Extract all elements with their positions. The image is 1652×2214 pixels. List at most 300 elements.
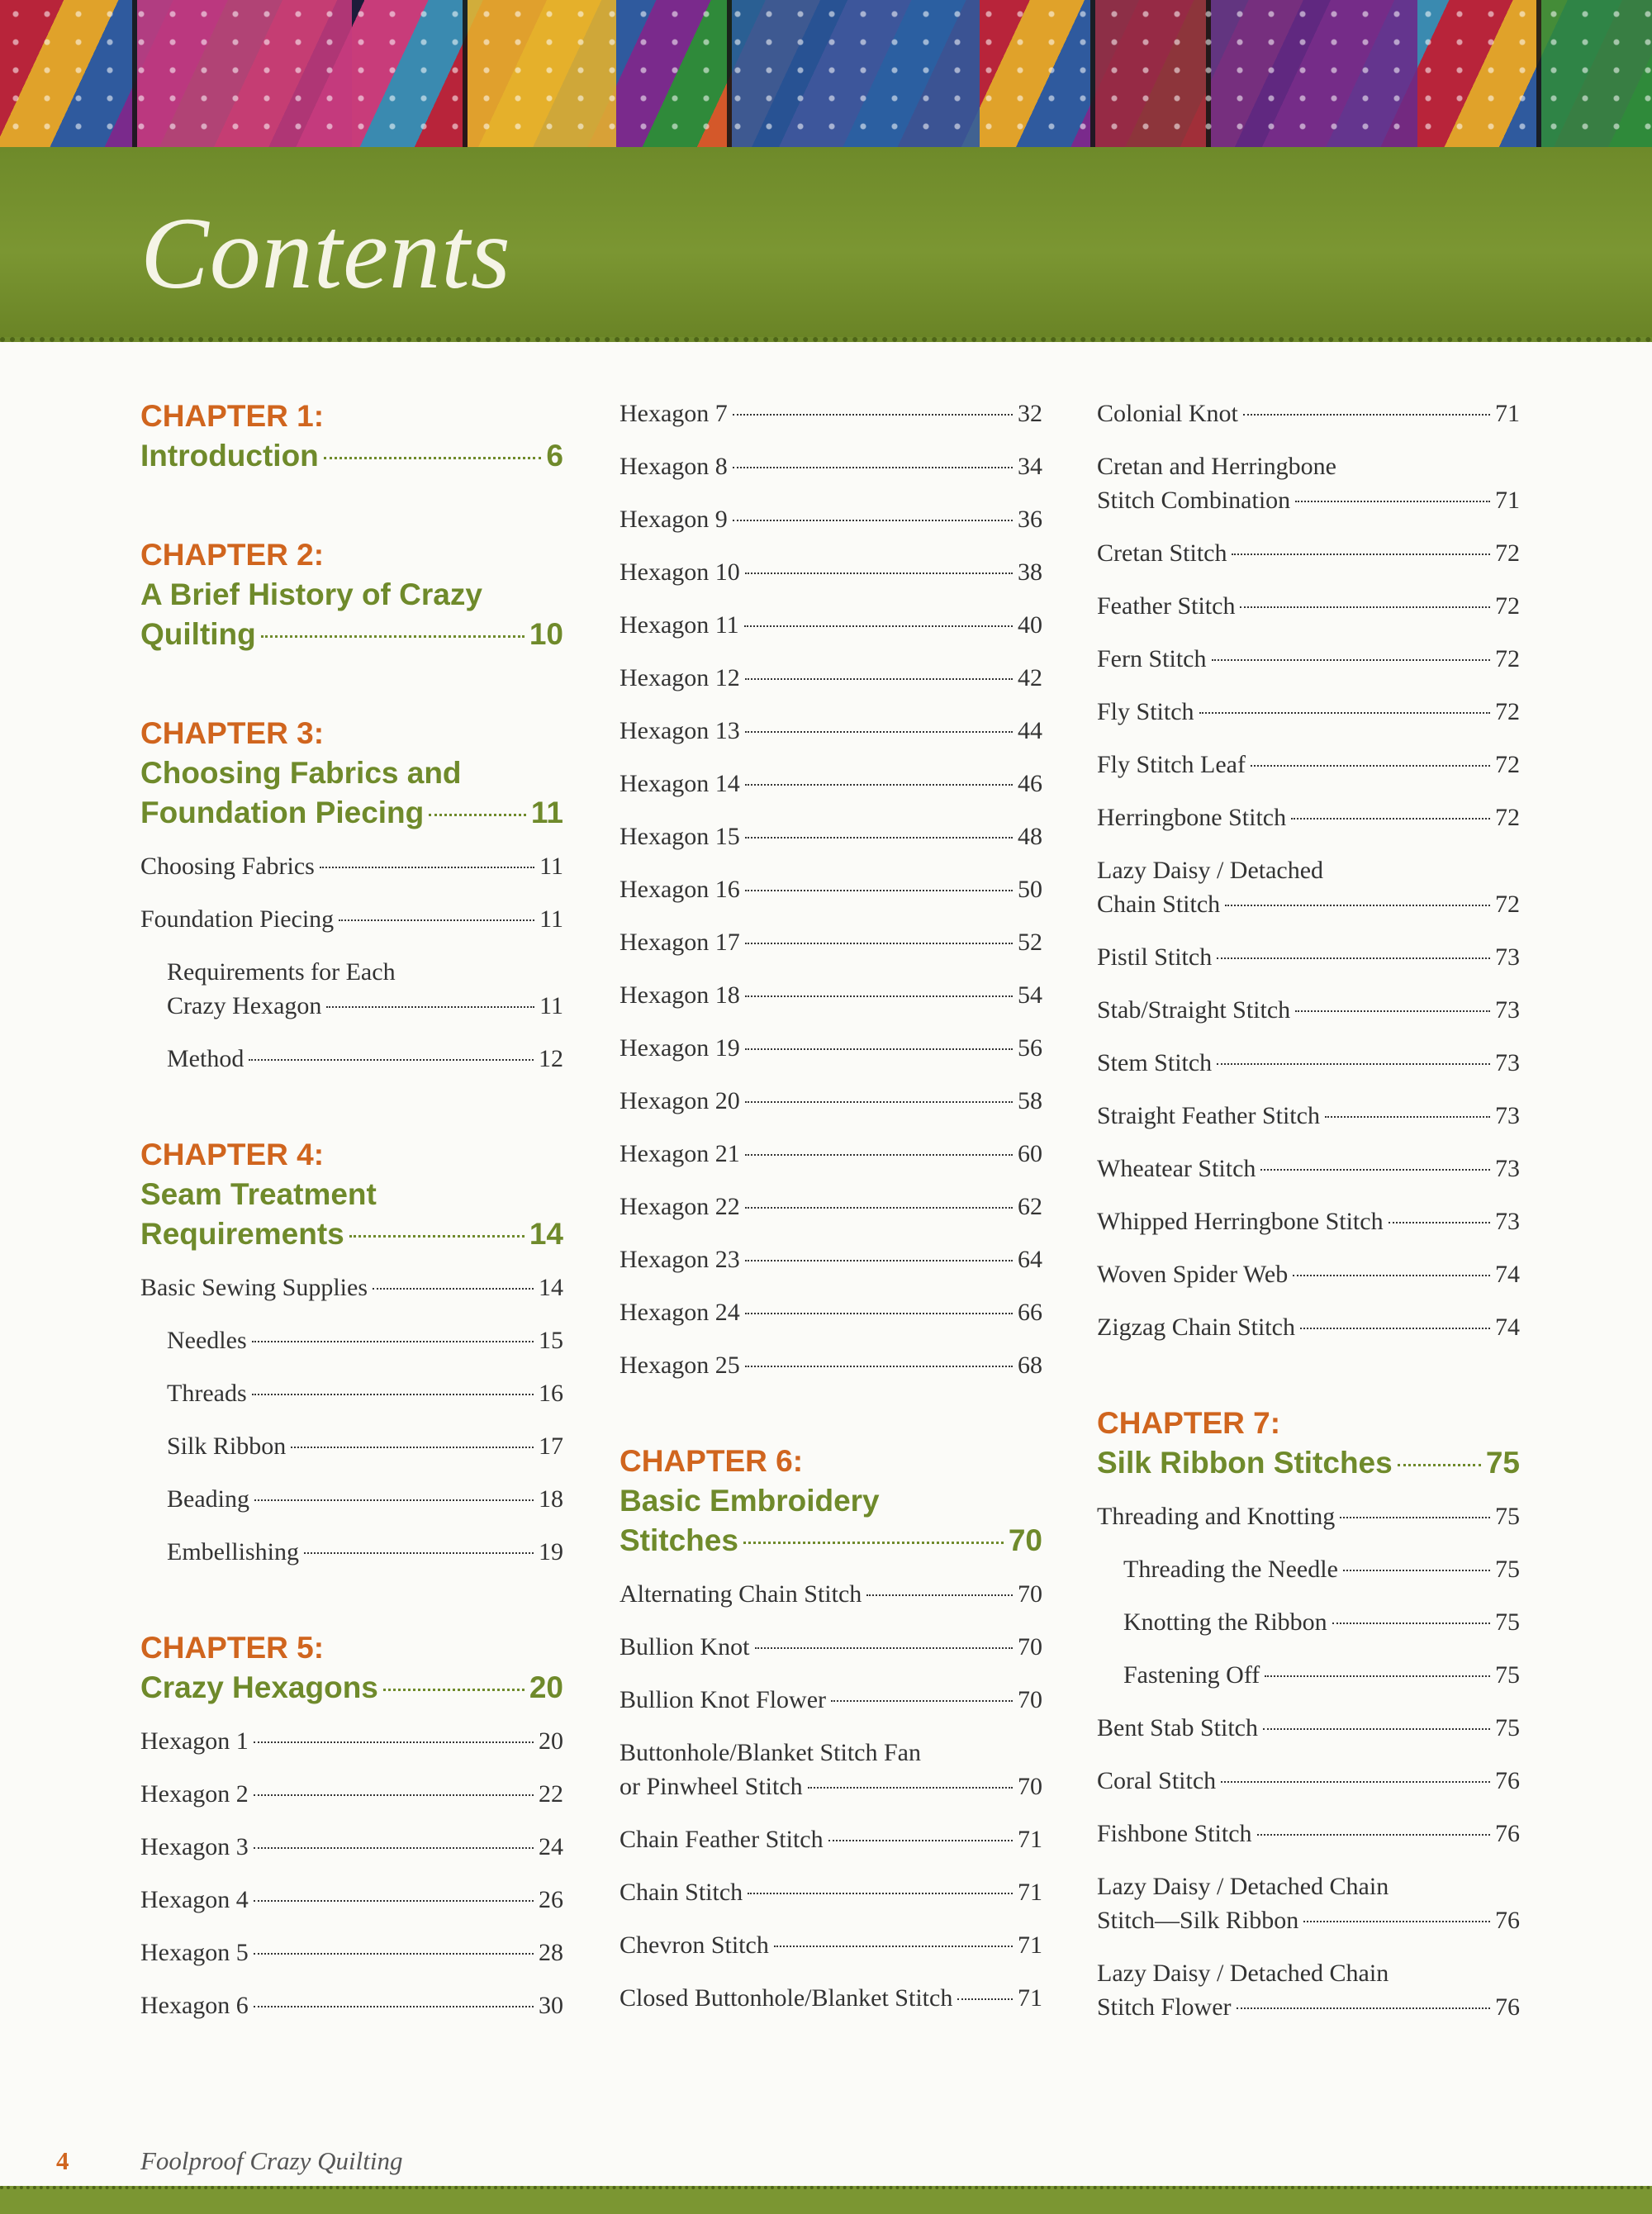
dot-leader — [745, 1207, 1013, 1209]
entry-text: Chain Feather Stitch — [620, 1826, 824, 1853]
chapter-block — [140, 397, 563, 476]
entry-line — [1097, 449, 1520, 483]
page-ref: 75 — [1485, 1446, 1520, 1480]
dot-leader — [1240, 606, 1490, 608]
entry-line — [140, 1271, 563, 1304]
dot-leader — [866, 1594, 1013, 1596]
toc-entry[interactable] — [140, 955, 563, 1023]
page-ref: 72 — [1495, 539, 1520, 567]
entry-line — [620, 661, 1042, 695]
toc-entry[interactable] — [620, 714, 1042, 748]
entry-line — [620, 449, 1042, 483]
entry-line — [167, 1042, 563, 1076]
entry-line — [1097, 1764, 1520, 1798]
dot-leader — [745, 943, 1013, 944]
entry-text: Fastening Off — [1123, 1661, 1260, 1689]
entry-text: Hexagon 1 — [140, 1727, 249, 1755]
entry-line — [620, 1137, 1042, 1171]
toc-entry[interactable] — [1097, 1870, 1520, 1937]
toc-entry[interactable] — [1097, 993, 1520, 1027]
quilt-banner-image — [0, 0, 1652, 147]
toc-entry[interactable] — [1097, 1046, 1520, 1080]
page-ref: 14 — [529, 1217, 563, 1251]
toc-entry[interactable] — [1097, 801, 1520, 834]
entry-text: Hexagon 14 — [620, 770, 740, 797]
entry-text: Zigzag Chain Stitch — [1097, 1314, 1295, 1341]
toc-entry[interactable] — [1097, 1499, 1520, 1533]
toc-entry[interactable] — [620, 608, 1042, 642]
page-ref: 72 — [1495, 751, 1520, 778]
chapter-label: CHAPTER 1: — [140, 399, 325, 433]
toc-entry[interactable] — [620, 1348, 1042, 1382]
toc-entry[interactable] — [620, 661, 1042, 695]
chapter-title[interactable] — [140, 753, 563, 833]
page-ref: 74 — [1495, 1314, 1520, 1341]
entry-line — [1097, 1046, 1520, 1080]
toc-entry[interactable] — [620, 978, 1042, 1012]
page-ref: 71 — [1495, 487, 1520, 514]
toc-entry[interactable] — [1097, 1204, 1520, 1238]
page-ref: 68 — [1018, 1352, 1042, 1379]
chapter-title[interactable] — [140, 575, 563, 654]
entry-line — [620, 1084, 1042, 1118]
toc-entry[interactable] — [1097, 642, 1520, 676]
entry-line — [140, 1988, 563, 2022]
dot-leader — [1257, 1834, 1490, 1836]
toc-entry[interactable] — [620, 397, 1042, 430]
entry-text: Needles — [167, 1327, 247, 1354]
dot-leader — [429, 814, 526, 816]
page-ref: 15 — [539, 1327, 563, 1354]
dot-leader — [1260, 1169, 1490, 1171]
dot-leader — [745, 784, 1013, 786]
page-ref: 73 — [1495, 996, 1520, 1024]
header-band — [0, 147, 1652, 342]
dot-leader — [1199, 712, 1490, 714]
toc-entry[interactable] — [140, 1936, 563, 1969]
page-ref: 76 — [1495, 1993, 1520, 2021]
entry-text: Colonial Knot — [1097, 400, 1238, 427]
entry-text: Pistil Stitch — [1097, 943, 1213, 971]
toc-entry[interactable] — [620, 1242, 1042, 1276]
toc-entry[interactable] — [620, 1137, 1042, 1171]
page-ref: 72 — [1495, 592, 1520, 620]
entry-line — [140, 1830, 563, 1864]
toc-entry[interactable] — [620, 1683, 1042, 1717]
page-ref: 73 — [1495, 1049, 1520, 1076]
page-ref: 38 — [1018, 558, 1042, 586]
toc-entry[interactable] — [1097, 1658, 1520, 1692]
page-ref: 75 — [1495, 1714, 1520, 1741]
entry-text: Hexagon 20 — [620, 1087, 740, 1114]
toc-entry[interactable] — [620, 872, 1042, 906]
dot-leader — [1295, 501, 1490, 502]
entry-line — [620, 1770, 1042, 1803]
entry-line — [167, 1535, 563, 1569]
page-ref: 11 — [539, 853, 563, 880]
entry-line — [620, 820, 1042, 853]
page-ref: 70 — [1008, 1523, 1042, 1557]
entry-text: Requirements for Each — [167, 958, 396, 986]
toc-entry[interactable] — [620, 1031, 1042, 1065]
toc-entry[interactable] — [620, 1736, 1042, 1803]
page-ref: 22 — [539, 1780, 563, 1808]
toc-entry[interactable] — [1097, 589, 1520, 623]
dot-leader — [1212, 659, 1491, 661]
toc-entry[interactable] — [140, 1429, 563, 1463]
entry-line — [140, 902, 563, 936]
entry-text: Fishbone Stitch — [1097, 1820, 1252, 1847]
entry-line — [1123, 1658, 1520, 1692]
entry-text: Chain Stitch — [620, 1879, 743, 1906]
entry-text: Stitch—Silk Ribbon — [1097, 1907, 1299, 1934]
entry-text: Crazy Hexagon — [167, 992, 322, 1019]
entry-text: Method — [167, 1045, 244, 1072]
entry-line — [167, 1482, 563, 1516]
chapter-title[interactable] — [140, 1175, 563, 1254]
entry-line — [1123, 1605, 1520, 1639]
entry-text: Hexagon 7 — [620, 400, 728, 427]
entry-line — [620, 397, 1042, 430]
toc-entry[interactable] — [620, 1190, 1042, 1223]
entry-text: Hexagon 19 — [620, 1034, 740, 1062]
toc-entry[interactable] — [1097, 449, 1520, 517]
entry-line — [1097, 1152, 1520, 1185]
entry-line — [1097, 748, 1520, 782]
page-ref: 76 — [1495, 1767, 1520, 1794]
page-ref: 20 — [539, 1727, 563, 1755]
entry-text: Basic Sewing Supplies — [140, 1274, 368, 1301]
page-ref: 71 — [1018, 1931, 1042, 1959]
page-ref: 72 — [1495, 645, 1520, 672]
dot-leader — [1251, 765, 1490, 767]
page-ref: 6 — [546, 439, 563, 473]
toc-entry[interactable] — [140, 1830, 563, 1864]
toc-entry[interactable] — [620, 1084, 1042, 1118]
page-ref: 11 — [539, 992, 563, 1019]
entry-line — [167, 955, 563, 989]
dot-leader — [828, 1840, 1013, 1841]
dot-leader — [733, 467, 1013, 468]
entry-line — [1097, 1310, 1520, 1344]
toc-entry[interactable] — [620, 820, 1042, 853]
dot-leader — [339, 919, 534, 921]
dot-leader — [1332, 1622, 1490, 1624]
entry-text: Coral Stitch — [1097, 1767, 1217, 1794]
page-ref: 74 — [1495, 1261, 1520, 1288]
entry-text: Stitch Combination — [1097, 487, 1291, 514]
entry-text: Hexagon 11 — [620, 611, 739, 639]
entry-line — [1097, 940, 1520, 974]
toc-entry[interactable] — [620, 555, 1042, 589]
toc-entry[interactable] — [1097, 940, 1520, 974]
entry-text: Hexagon 15 — [620, 823, 740, 850]
dot-leader — [1325, 1116, 1490, 1118]
dot-leader — [249, 1059, 534, 1061]
entry-text: Hexagon 2 — [140, 1780, 249, 1808]
entry-line — [620, 1577, 1042, 1611]
page-ref: 14 — [539, 1274, 563, 1301]
entry-text: Bullion Knot Flower — [620, 1686, 827, 1713]
dot-leader — [733, 520, 1013, 521]
dot-leader — [745, 573, 1013, 574]
dot-leader — [383, 1689, 525, 1691]
entry-text: Stab/Straight Stitch — [1097, 996, 1291, 1024]
entry-line — [1097, 1099, 1520, 1133]
entry-line — [140, 575, 563, 615]
dot-leader — [1291, 818, 1490, 820]
entry-text: Silk Ribbon — [167, 1432, 287, 1460]
entry-text: Hexagon 23 — [620, 1246, 740, 1273]
page-ref: 70 — [1018, 1686, 1042, 1713]
dot-leader — [745, 1313, 1013, 1314]
dot-leader — [1232, 554, 1490, 555]
entry-text: Stitches — [620, 1523, 738, 1557]
dot-leader — [326, 1006, 534, 1008]
dot-leader — [254, 1953, 534, 1955]
toc-entry[interactable] — [140, 1777, 563, 1811]
page-ref: 70 — [1018, 1633, 1042, 1660]
entry-line — [167, 989, 563, 1023]
dot-leader — [745, 678, 1013, 680]
toc-entry[interactable] — [620, 925, 1042, 959]
entry-text: Buttonhole/Blanket Stitch Fan — [620, 1739, 921, 1766]
toc-entry[interactable] — [1097, 1711, 1520, 1745]
toc-entry[interactable] — [620, 1630, 1042, 1664]
entry-line — [140, 1724, 563, 1758]
toc-entry[interactable] — [620, 502, 1042, 536]
page-ref: 17 — [539, 1432, 563, 1460]
entry-text: Hexagon 4 — [140, 1886, 249, 1913]
entry-line — [620, 1736, 1042, 1770]
entry-line — [620, 1683, 1042, 1717]
toc-entry[interactable] — [140, 849, 563, 883]
dot-leader — [1303, 1921, 1490, 1922]
page-ref: 20 — [529, 1670, 563, 1704]
toc-entry[interactable] — [1097, 1956, 1520, 2024]
chapter-title[interactable] — [140, 436, 563, 476]
dot-leader — [744, 625, 1013, 627]
toc-entry[interactable] — [620, 1822, 1042, 1856]
dot-leader — [745, 890, 1013, 891]
dot-leader — [1300, 1328, 1490, 1329]
entry-text: Alternating Chain Stitch — [620, 1580, 862, 1608]
chapter-label: CHAPTER 5: — [140, 1631, 325, 1665]
entry-text: Lazy Daisy / Detached Chain — [1097, 1873, 1389, 1900]
page-ref: 56 — [1018, 1034, 1042, 1062]
entry-line — [620, 1295, 1042, 1329]
page-ref: 73 — [1495, 1155, 1520, 1182]
entry-text: Whipped Herringbone Stitch — [1097, 1208, 1384, 1235]
page-ref: 50 — [1018, 876, 1042, 903]
entry-line — [620, 767, 1042, 801]
entry-text: Fern Stitch — [1097, 645, 1207, 672]
chapter-label: CHAPTER 2: — [140, 538, 325, 572]
entry-line — [1097, 887, 1520, 921]
page-ref: 16 — [539, 1380, 563, 1407]
toc-entry[interactable] — [1097, 748, 1520, 782]
toc-entry[interactable] — [1097, 1310, 1520, 1344]
toc-entry[interactable] — [620, 1577, 1042, 1611]
toc-entry[interactable] — [1097, 695, 1520, 729]
toc-entry[interactable] — [140, 1724, 563, 1758]
toc-entry[interactable] — [620, 449, 1042, 483]
page-ref: 32 — [1018, 400, 1042, 427]
toc-entry[interactable] — [140, 1883, 563, 1917]
toc-entry[interactable] — [1097, 1152, 1520, 1185]
entry-line — [620, 1928, 1042, 1962]
toc-entry[interactable] — [620, 1295, 1042, 1329]
entry-line — [620, 714, 1042, 748]
toc-entry[interactable] — [140, 902, 563, 936]
entry-line — [1097, 589, 1520, 623]
entry-text: Threads — [167, 1380, 247, 1407]
page-ref: 75 — [1495, 1608, 1520, 1636]
chapter-title[interactable] — [140, 1668, 563, 1708]
entry-line — [620, 502, 1042, 536]
toc-entry[interactable] — [140, 1535, 563, 1569]
entry-line — [140, 1668, 563, 1708]
chapter-label: CHAPTER 6: — [620, 1444, 804, 1478]
entry-line — [1097, 1817, 1520, 1851]
page-ref: 44 — [1018, 717, 1042, 744]
entry-line — [1097, 1204, 1520, 1238]
page-ref: 71 — [1018, 1879, 1042, 1906]
toc-entry[interactable] — [140, 1042, 563, 1076]
toc-column-3 — [1097, 397, 1520, 2083]
entry-line — [140, 1883, 563, 1917]
toc-entry[interactable] — [1097, 397, 1520, 430]
page-ref: 18 — [539, 1485, 563, 1513]
entry-text: Bent Stab Stitch — [1097, 1714, 1258, 1741]
toc-entry[interactable] — [140, 1271, 563, 1304]
page-ref: 75 — [1495, 1503, 1520, 1530]
page-ref: 71 — [1495, 400, 1520, 427]
dot-leader — [1295, 1010, 1490, 1012]
entry-text: Stitch Flower — [1097, 1993, 1232, 2021]
toc-entry[interactable] — [1097, 1605, 1520, 1639]
entry-text: Foundation Piecing — [140, 796, 425, 829]
toc-entry[interactable] — [620, 767, 1042, 801]
entry-line — [620, 925, 1042, 959]
entry-line — [620, 1875, 1042, 1909]
dot-leader — [261, 635, 525, 638]
entry-line — [620, 1521, 1042, 1561]
entry-line — [1097, 1257, 1520, 1291]
entry-line — [620, 1481, 1042, 1521]
toc-entry[interactable] — [1097, 1099, 1520, 1133]
toc-entry[interactable] — [140, 1988, 563, 2022]
toc-entry[interactable] — [620, 1981, 1042, 2015]
dot-leader — [1243, 414, 1490, 416]
entry-line — [1097, 695, 1520, 729]
chapter-title[interactable] — [1097, 1443, 1520, 1483]
dot-leader — [755, 1647, 1013, 1649]
book-title: Foolproof Crazy Quilting — [140, 2146, 403, 2175]
entry-line — [1097, 853, 1520, 887]
dot-leader — [304, 1552, 534, 1554]
dot-leader — [252, 1394, 534, 1395]
dot-leader — [745, 1048, 1013, 1050]
dot-leader — [1217, 957, 1490, 959]
entry-text: Lazy Daisy / Detached — [1097, 857, 1324, 884]
dot-leader — [1343, 1570, 1490, 1571]
entry-text: Hexagon 24 — [620, 1299, 740, 1326]
page-ref: 70 — [1018, 1580, 1042, 1608]
entry-text: Closed Buttonhole/Blanket Stitch — [620, 1984, 953, 2012]
entry-text: Requirements — [140, 1217, 344, 1251]
entry-text: Beading — [167, 1485, 249, 1513]
toc-entry[interactable] — [1097, 1257, 1520, 1291]
dot-leader — [1265, 1675, 1490, 1677]
entry-line — [140, 1936, 563, 1969]
entry-line — [620, 978, 1042, 1012]
toc-entry[interactable] — [620, 1928, 1042, 1962]
entry-text: Fly Stitch Leaf — [1097, 751, 1246, 778]
dot-leader — [254, 1900, 534, 1902]
entry-line — [1097, 1443, 1520, 1483]
entry-line — [167, 1323, 563, 1357]
entry-line — [620, 1630, 1042, 1664]
page-ref: 40 — [1018, 611, 1042, 639]
entry-line — [620, 1981, 1042, 2015]
entry-line — [620, 1822, 1042, 1856]
toc-entry[interactable] — [140, 1376, 563, 1410]
entry-text: Seam Treatment — [140, 1177, 377, 1211]
page-ref: 72 — [1495, 891, 1520, 918]
entry-line — [1097, 993, 1520, 1027]
dot-leader — [1217, 1063, 1490, 1065]
chapter-title[interactable] — [620, 1481, 1042, 1561]
dot-leader — [349, 1235, 525, 1238]
toc-column-1 — [140, 397, 563, 2082]
toc-entry[interactable] — [1097, 1764, 1520, 1798]
page-ref: 36 — [1018, 506, 1042, 533]
page-ref: 73 — [1495, 1208, 1520, 1235]
entry-text: Embellishing — [167, 1538, 299, 1565]
entry-line — [1097, 1499, 1520, 1533]
dot-leader — [324, 457, 542, 459]
toc-entry[interactable] — [1097, 1552, 1520, 1586]
dot-leader — [254, 1847, 534, 1849]
entry-text: Lazy Daisy / Detached Chain — [1097, 1960, 1389, 1987]
page-ref: 42 — [1018, 664, 1042, 691]
dot-leader — [745, 1101, 1013, 1103]
entry-line — [140, 615, 563, 654]
dot-leader — [733, 414, 1013, 416]
entry-line — [1097, 1990, 1520, 2024]
entry-text: Hexagon 22 — [620, 1193, 740, 1220]
dot-leader — [1225, 905, 1490, 906]
page-ref: 26 — [539, 1886, 563, 1913]
toc-entry[interactable] — [1097, 1817, 1520, 1851]
toc-entry[interactable] — [1097, 853, 1520, 921]
page-ref: 66 — [1018, 1299, 1042, 1326]
chapter-block — [140, 1135, 563, 1569]
entry-text: Hexagon 5 — [140, 1939, 249, 1966]
entry-text: Cretan and Herringbone — [1097, 453, 1336, 480]
toc-entry[interactable] — [1097, 536, 1520, 570]
entry-text: Choosing Fabrics — [140, 853, 315, 880]
toc-entry[interactable] — [620, 1875, 1042, 1909]
dot-leader — [1263, 1728, 1490, 1730]
dot-leader — [1340, 1517, 1490, 1518]
entry-text: Hexagon 21 — [620, 1140, 740, 1167]
entry-text: Cretan Stitch — [1097, 539, 1227, 567]
dot-leader — [320, 867, 534, 868]
toc-entry[interactable] — [140, 1323, 563, 1357]
toc-entry[interactable] — [140, 1482, 563, 1516]
